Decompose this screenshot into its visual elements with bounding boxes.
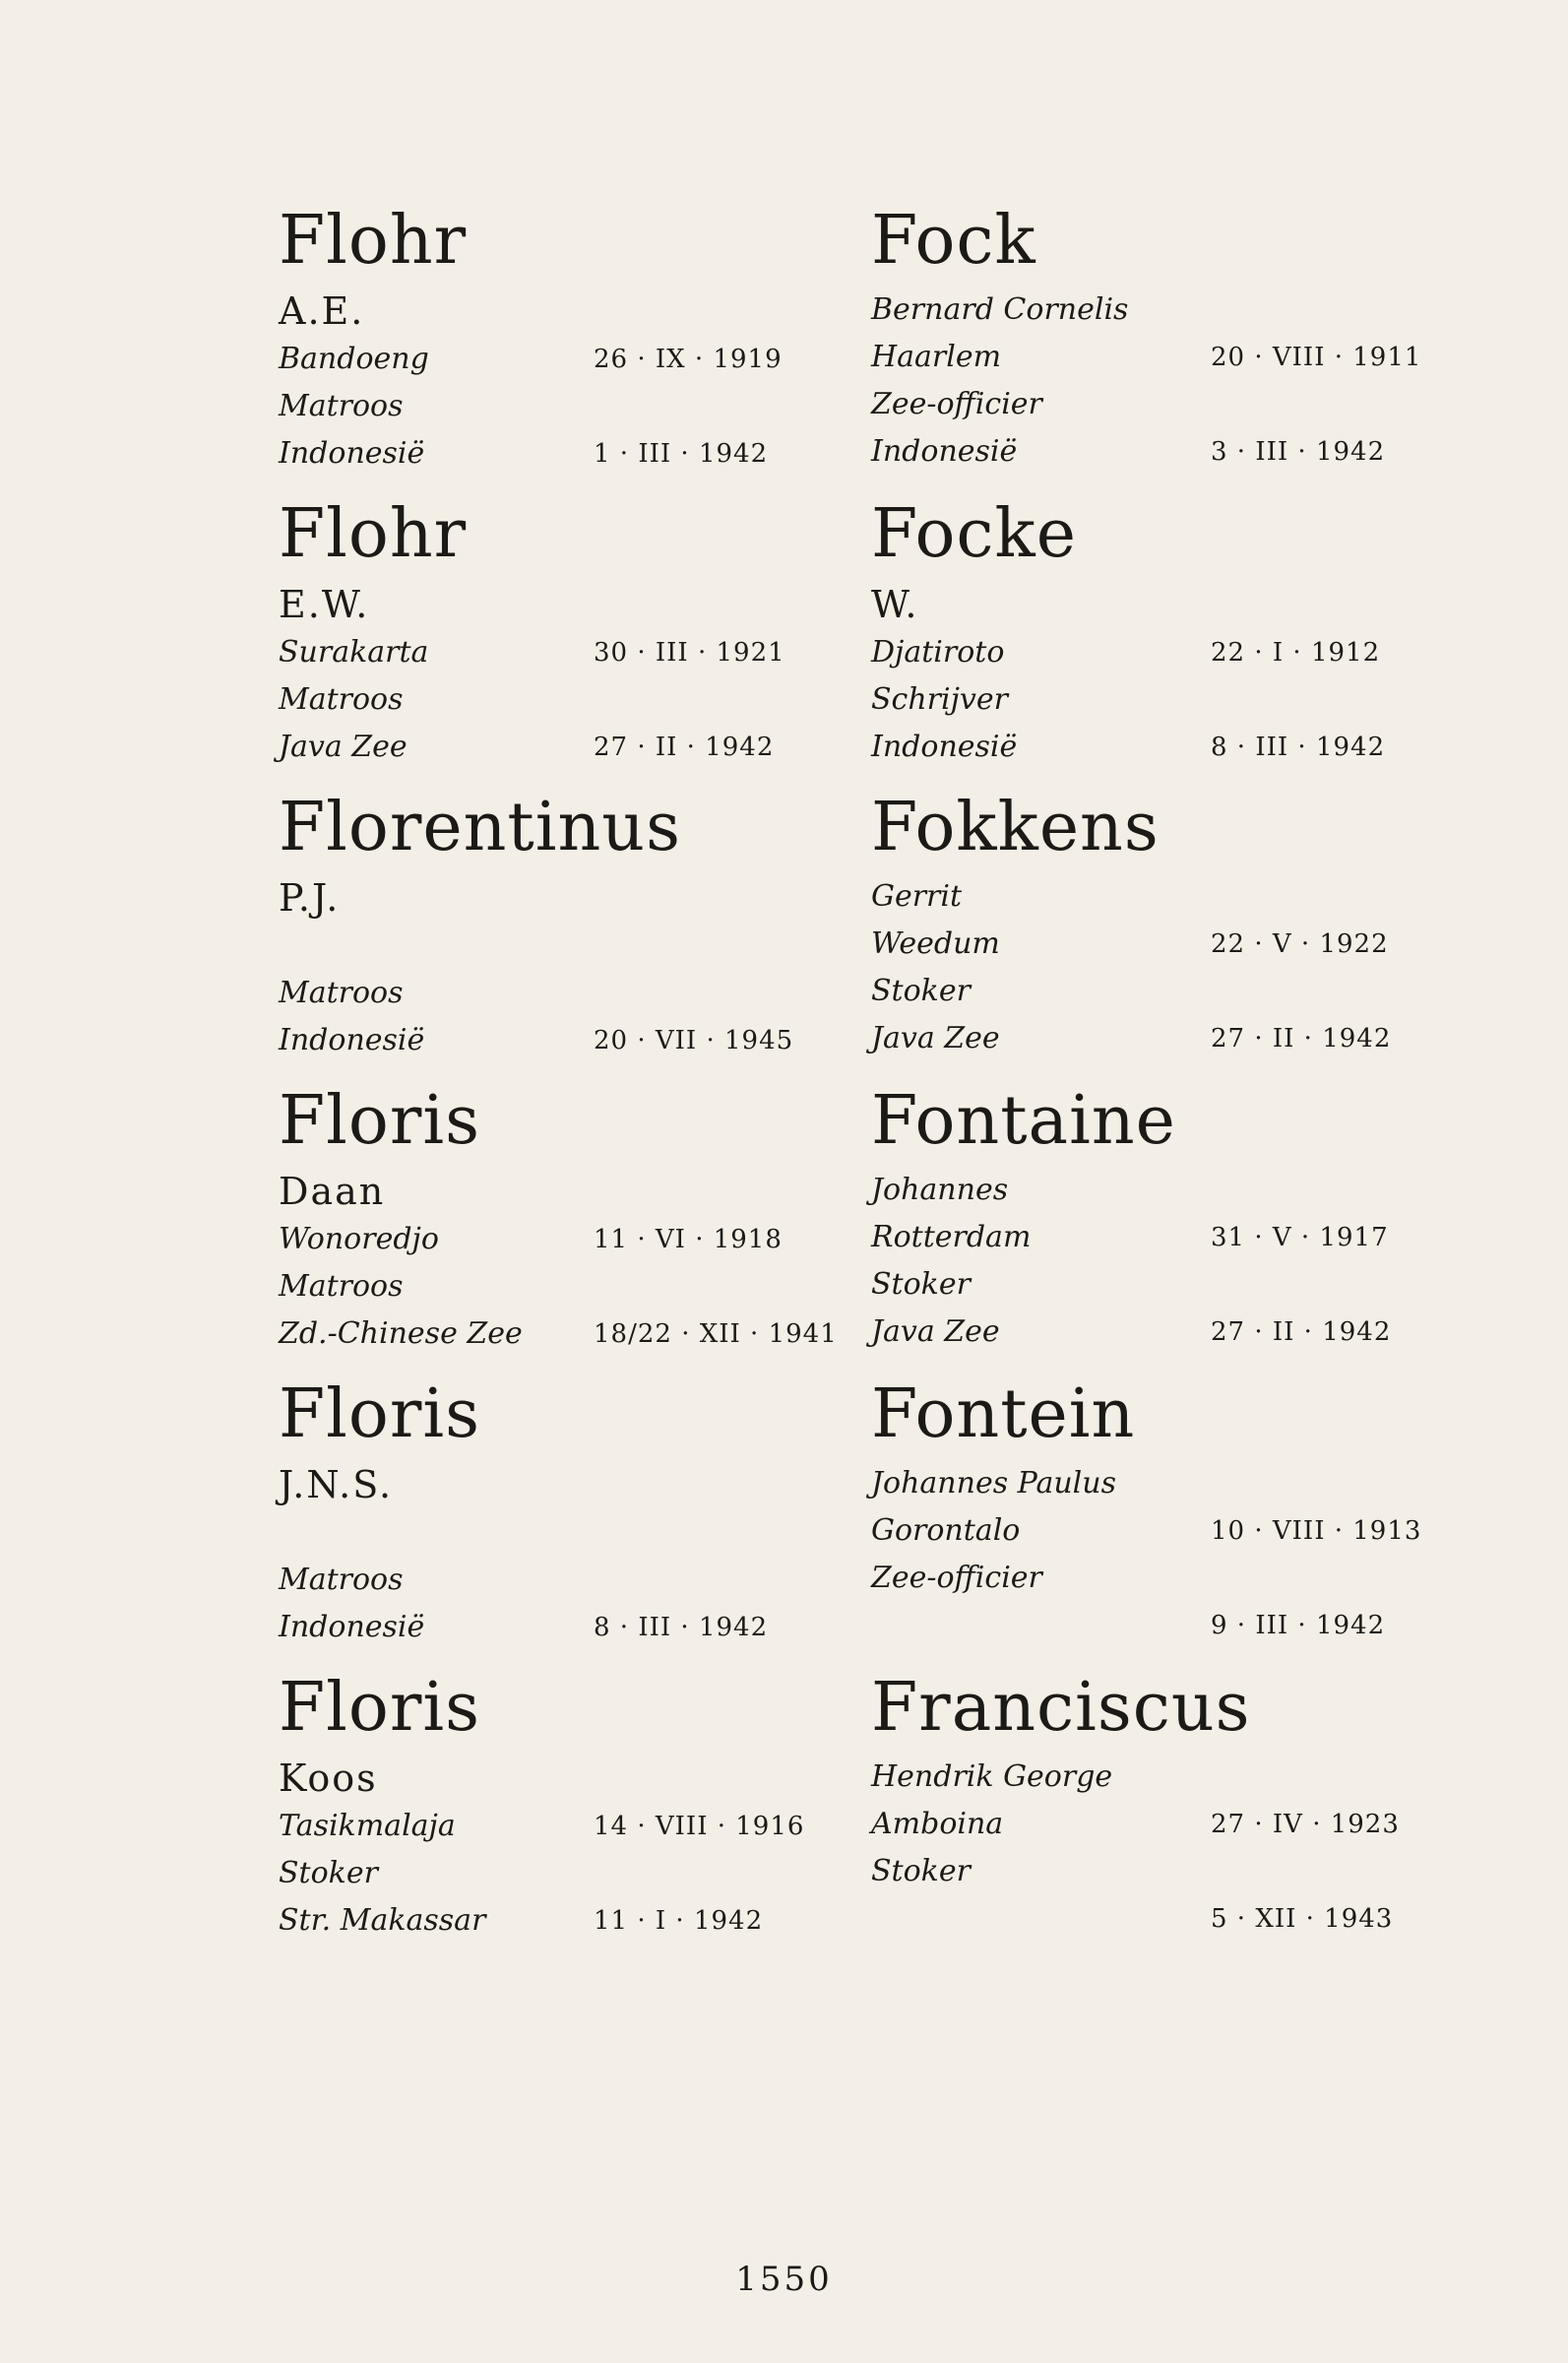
surname: Fontein (871, 1375, 1136, 1453)
rank: Matroos (279, 389, 404, 423)
birth-row (279, 1803, 869, 1850)
birthplace: Surakarta (279, 635, 429, 670)
rank: Matroos (279, 976, 404, 1010)
surname: Floris (279, 1082, 481, 1160)
entry-card (871, 1669, 1462, 1962)
birth-row (871, 1801, 1462, 1848)
death-row (871, 1602, 1462, 1649)
given-names: Daan (279, 1170, 386, 1213)
page-number: 1550 (735, 2260, 833, 2299)
entry-card (871, 1375, 1462, 1669)
entry-card (279, 1082, 869, 1375)
death-row (871, 1309, 1462, 1356)
birth-date: 22 · I · 1912 (1211, 638, 1381, 668)
death-date: 11 · I · 1942 (594, 1906, 764, 1936)
death-row (279, 724, 869, 771)
rank: Stoker (279, 1856, 378, 1890)
birth-row (279, 1216, 869, 1263)
surname: Floris (279, 1375, 481, 1453)
death-row (279, 1897, 869, 1945)
entry-card (871, 1082, 1462, 1375)
given-names: J.N.S. (279, 1463, 394, 1506)
birthplace: Haarlem (871, 340, 1002, 374)
birth-row (279, 1509, 869, 1557)
entry-card (871, 789, 1462, 1082)
place-of-death: Str. Makassar (279, 1903, 486, 1938)
right-column (871, 202, 1462, 1962)
birth-date: 11 · VI · 1918 (594, 1225, 783, 1254)
death-row (871, 1895, 1462, 1943)
death-date: 5 · XII · 1943 (1211, 1904, 1394, 1934)
birth-date: 30 · III · 1921 (594, 638, 785, 668)
given-names: Johannes Paulus (871, 1466, 1116, 1501)
birthplace: Djatiroto (871, 635, 1005, 670)
place-of-death: Indonesië (279, 436, 425, 471)
place-of-death: Indonesië (871, 434, 1018, 469)
birth-row (871, 1214, 1462, 1261)
surname: Floris (279, 1669, 481, 1747)
given-names: P.J. (279, 876, 341, 920)
birth-row (279, 923, 869, 970)
rank: Stoker (871, 1854, 971, 1888)
rank: Matroos (279, 682, 404, 717)
death-date: 8 · III · 1942 (594, 1613, 769, 1642)
given-names: Bernard Cornelis (871, 292, 1129, 327)
death-row (871, 724, 1462, 771)
death-date: 3 · III · 1942 (1211, 437, 1386, 467)
place-of-death: Indonesië (871, 730, 1018, 764)
birth-row (279, 629, 869, 676)
birthplace: Gorontalo (871, 1513, 1021, 1548)
entry-card (279, 1669, 869, 1962)
rank: Stoker (871, 1267, 971, 1302)
surname: Franciscus (871, 1669, 1251, 1747)
death-row (279, 1310, 869, 1358)
death-date: 8 · III · 1942 (1211, 733, 1386, 762)
entry-card (279, 495, 869, 789)
birth-date: 14 · VIII · 1916 (594, 1812, 805, 1841)
birth-row (871, 921, 1462, 968)
death-date: 1 · III · 1942 (594, 439, 769, 469)
place-of-death: Indonesië (279, 1023, 425, 1057)
birthplace: Bandoeng (279, 342, 429, 376)
surname: Flohr (279, 495, 468, 573)
place-of-death: Java Zee (871, 1314, 1000, 1349)
place-of-death: Zd.-Chinese Zee (279, 1316, 523, 1351)
surname: Flohr (279, 202, 468, 280)
death-date: 27 · II · 1942 (1211, 1317, 1392, 1347)
given-names: Hendrik George (871, 1759, 1113, 1794)
birthplace: Tasikmalaja (279, 1809, 456, 1843)
birth-date: 20 · VIII · 1911 (1211, 343, 1422, 372)
place-of-death: Java Zee (871, 1021, 1000, 1055)
birth-row (279, 336, 869, 383)
entry-card (871, 495, 1462, 789)
surname: Focke (871, 495, 1077, 573)
death-row (279, 1017, 869, 1064)
surname: Fokkens (871, 789, 1160, 866)
rank: Matroos (279, 1269, 404, 1304)
death-date: 27 · II · 1942 (1211, 1024, 1392, 1054)
given-names: Koos (279, 1756, 378, 1800)
given-names: Johannes (871, 1173, 1009, 1207)
given-names: E.W. (279, 583, 370, 626)
birthplace: Weedum (871, 926, 1000, 961)
place-of-death: Indonesië (279, 1610, 425, 1644)
birth-row (871, 1507, 1462, 1555)
birth-row (871, 334, 1462, 381)
death-date: 9 · III · 1942 (1211, 1611, 1386, 1640)
birth-date: 22 · V · 1922 (1211, 929, 1389, 959)
birth-date: 31 · V · 1917 (1211, 1223, 1389, 1252)
place-of-death: Java Zee (279, 730, 408, 764)
death-date: 27 · II · 1942 (594, 733, 775, 762)
entry-card (871, 202, 1462, 495)
birthplace: Rotterdam (871, 1220, 1032, 1254)
death-date: 18/22 · XII · 1941 (594, 1319, 838, 1349)
given-names: W. (871, 583, 919, 626)
surname: Florentinus (279, 789, 681, 866)
death-row (279, 430, 869, 478)
surname: Fock (871, 202, 1036, 280)
rank: Schrijver (871, 682, 1008, 717)
birth-date: 10 · VIII · 1913 (1211, 1516, 1422, 1546)
death-row (279, 1604, 869, 1651)
death-row (871, 1015, 1462, 1062)
entry-card (279, 202, 869, 495)
birth-date: 26 · IX · 1919 (594, 345, 783, 374)
left-column (279, 202, 869, 1962)
birthplace: Amboina (871, 1807, 1004, 1841)
rank: Stoker (871, 974, 971, 1008)
birth-row (871, 629, 1462, 676)
birthplace: Wonoredjo (279, 1222, 439, 1256)
given-names: Gerrit (871, 879, 963, 914)
entry-card (279, 789, 869, 1082)
rank: Zee-officier (871, 387, 1042, 421)
rank: Zee-officier (871, 1561, 1042, 1595)
given-names: A.E. (279, 289, 365, 333)
rank: Matroos (279, 1563, 404, 1597)
entry-card (279, 1375, 869, 1669)
surname: Fontaine (871, 1082, 1176, 1160)
birth-date: 27 · IV · 1923 (1211, 1810, 1400, 1839)
death-date: 20 · VII · 1945 (594, 1026, 794, 1055)
death-row (871, 428, 1462, 476)
